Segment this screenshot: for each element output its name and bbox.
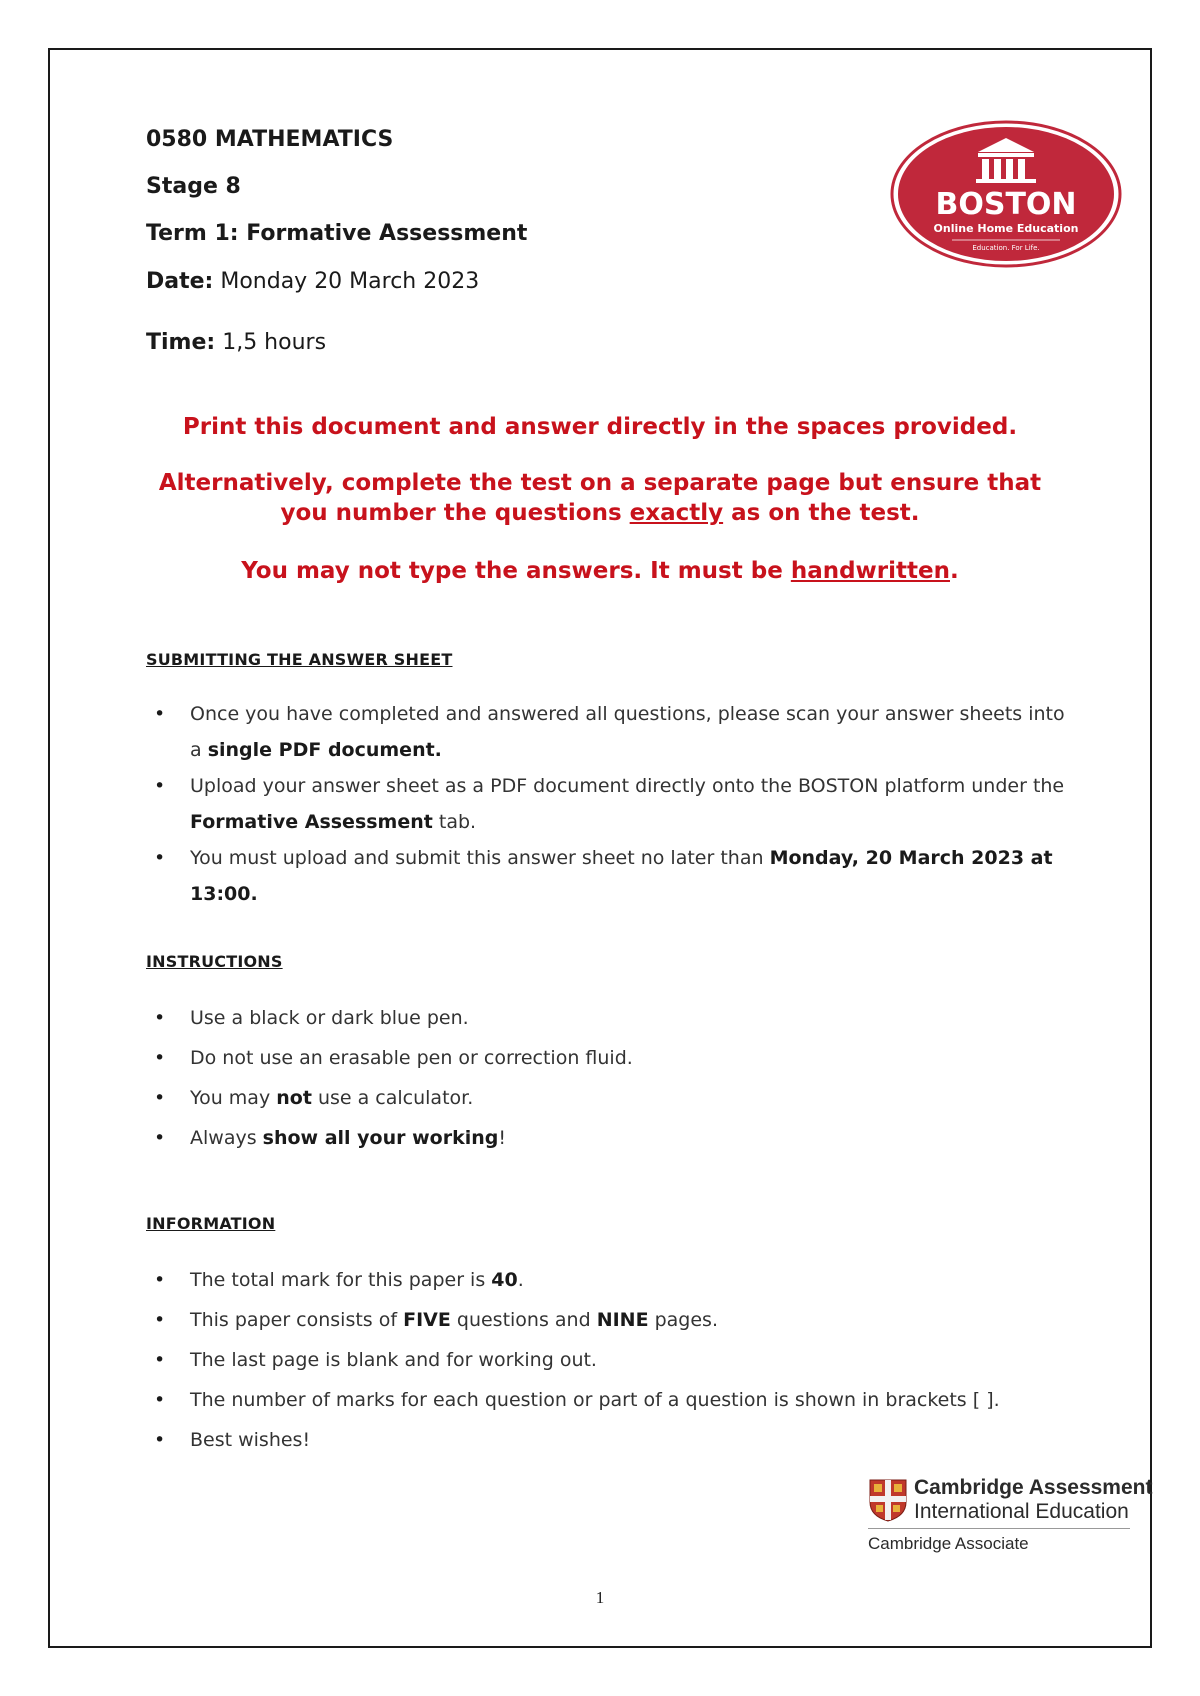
print-notice: Print this document and answer directly in the spaces provided.: [182, 414, 1018, 440]
time-line: [146, 328, 326, 358]
cambridge-line2: International Education: [914, 1500, 1129, 1523]
time-label: Time:: [146, 330, 216, 355]
instructions-heading: INSTRUCTIONS: [146, 952, 283, 971]
term-label: Term 1: Formative Assessment: [146, 221, 528, 246]
instructions-list: [146, 1000, 1076, 1156]
date-value: Monday 20 March 2023: [220, 269, 480, 294]
page-number: 1: [595, 1588, 605, 1607]
boston-logo: [890, 120, 1122, 268]
cambridge-logo: [868, 1476, 1153, 1553]
cambridge-line3: Cambridge Associate: [868, 1534, 1029, 1553]
date-line: [146, 267, 479, 297]
list-item: • You must upload and submit this answer sheet no later than Monday, 20 March 2023 at 13:00.: [146, 840, 1076, 912]
cambridge-divider: [868, 1528, 1130, 1529]
list-item: • The last page is blank and for working out.: [146, 1342, 1076, 1378]
submitting-heading: SUBMITTING THE ANSWER SHEET: [146, 650, 453, 669]
cambridge-line1: Cambridge Assessment: [914, 1476, 1153, 1499]
list-item: • Use a black or dark blue pen.: [146, 1000, 1076, 1036]
list-item: • Upload your answer sheet as a PDF document directly onto the BOSTON platform under the Formative Assessment tab.: [146, 768, 1076, 840]
handwritten-notice: You may not type the answers. It must be handwritten.: [241, 558, 959, 584]
logo-subtitle: Online Home Education: [933, 222, 1079, 235]
list-item: • Always show all your working!: [146, 1120, 1076, 1156]
information-heading: INFORMATION: [146, 1214, 276, 1233]
list-item: • You may not use a calculator.: [146, 1080, 1076, 1116]
subject-title: 0580 MATHEMATICS: [146, 127, 394, 152]
list-item: • Once you have completed and answered all questions, please scan your answer sheets into a single PDF document.: [146, 696, 1076, 768]
alternative-notice-line2: you number the questions exactly as on the test.: [280, 500, 920, 526]
information-list: [146, 1262, 1076, 1458]
list-item: • The total mark for this paper is 40.: [146, 1262, 1076, 1298]
date-label: Date:: [146, 269, 214, 294]
cambridge-crest-icon: [868, 1478, 908, 1522]
list-item: • Best wishes!: [146, 1422, 1076, 1458]
submitting-list: [146, 696, 1076, 912]
time-value: 1,5 hours: [222, 330, 327, 355]
logo-tagline: Education. For Life.: [972, 244, 1040, 252]
list-item: • Do not use an erasable pen or correction fluid.: [146, 1040, 1076, 1076]
alternative-notice-line1: Alternatively, complete the test on a separate page but ensure that: [158, 470, 1042, 496]
list-item: • This paper consists of FIVE questions and NINE pages.: [146, 1302, 1076, 1338]
list-item: • The number of marks for each question or part of a question is shown in brackets [ ].: [146, 1382, 1076, 1418]
stage-label: Stage 8: [146, 174, 241, 199]
logo-name: BOSTON: [935, 187, 1077, 222]
